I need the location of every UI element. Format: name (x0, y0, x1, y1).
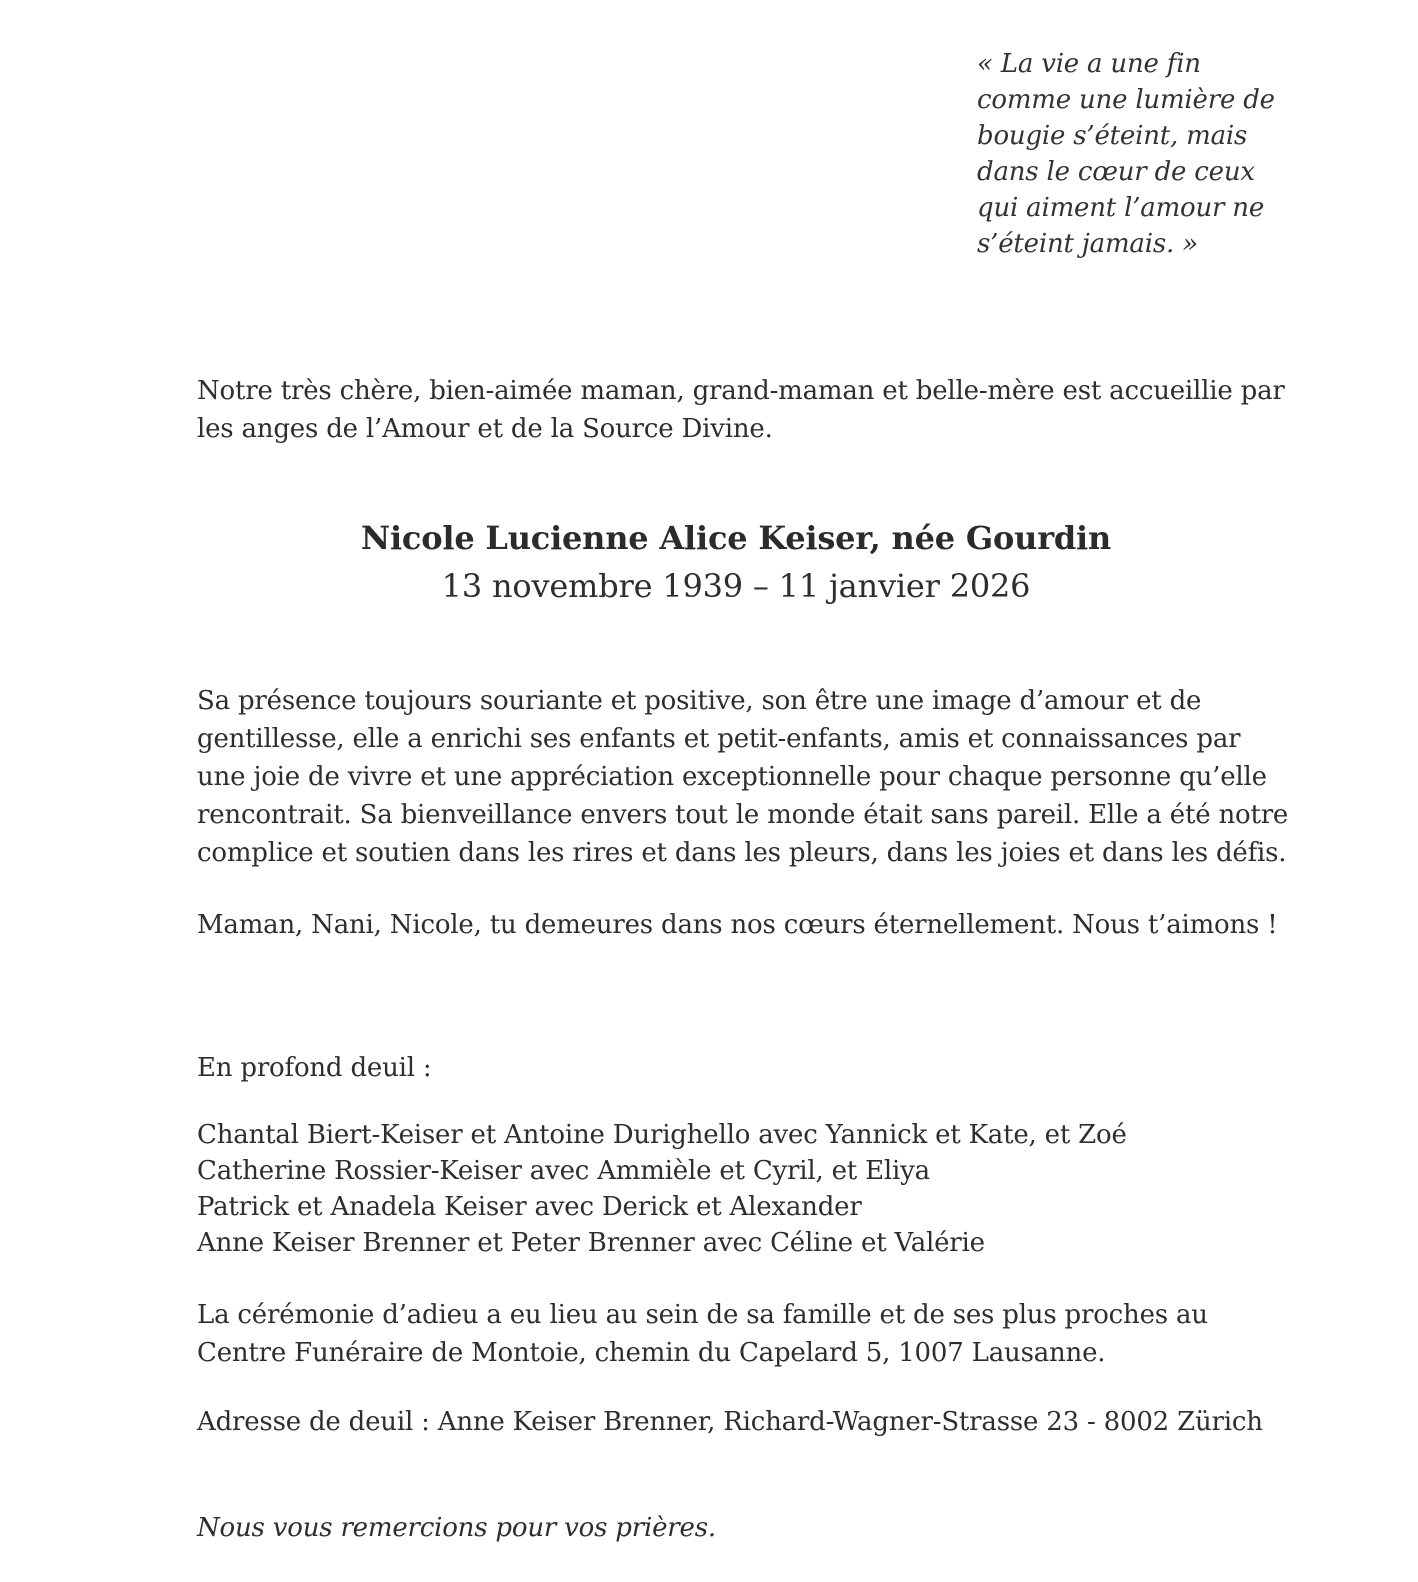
mourning-address: Adresse de deuil : Anne Keiser Brenner, Richard-Wagner-Strasse 23 - 8002 Zürich (197, 1407, 1263, 1437)
family-line: Patrick et Anadela Keiser avec Derick et Alexander (197, 1192, 862, 1222)
deceased-dates: 13 novembre 1939 – 11 janvier 2026 (441, 567, 1031, 605)
quote-line: bougie s’éteint, mais (977, 121, 1248, 151)
family-line: Chantal Biert-Keiser et Antoine Durighello avec Yannick et Kate, et Zoé (197, 1120, 1127, 1150)
mourning-label: En profond deuil : (197, 1053, 432, 1083)
tribute-line: Sa présence toujours souriante et positive, son être une image d’amour et de (197, 686, 1202, 716)
deceased-name: Nicole Lucienne Alice Keiser, née Gourdin (360, 519, 1112, 557)
quote-line: qui aiment l’amour ne (977, 193, 1265, 223)
family-list (197, 1117, 1287, 1261)
quote-line: « La vie a une fin (977, 49, 1201, 79)
ceremony-line: La cérémonie d’adieu a eu lieu au sein de sa famille et de ses plus proches au (197, 1300, 1208, 1330)
ceremony-line: Centre Funéraire de Montoie, chemin du Capelard 5, 1007 Lausanne. (197, 1338, 1106, 1368)
family-line: Anne Keiser Brenner et Peter Brenner avec Céline et Valérie (197, 1228, 985, 1258)
quote-line: dans le cœur de ceux (977, 157, 1255, 187)
epigraph-quote (977, 46, 1307, 262)
closing-note: Nous vous remercions pour vos prières. (197, 1513, 716, 1543)
intro-line: Notre très chère, bien-aimée maman, grand-maman et belle-mère est accueillie par (197, 376, 1285, 406)
deceased-header (197, 514, 1275, 610)
family-line: Catherine Rossier-Keiser avec Ammièle et Cyril, et Eliya (197, 1156, 930, 1186)
tribute-paragraph (197, 682, 1287, 872)
remembrance-line: Maman, Nani, Nicole, tu demeures dans nos cœurs éternellement. Nous t’aimons ! (197, 910, 1278, 940)
tribute-line: gentillesse, elle a enrichi ses enfants et petit-enfants, amis et connaissances par (197, 724, 1241, 754)
quote-line: comme une lumière de (977, 85, 1275, 115)
tribute-line: une joie de vivre et une appréciation exceptionnelle pour chaque personne qu’elle (197, 762, 1267, 792)
intro-paragraph (197, 372, 1287, 448)
tribute-line: complice et soutien dans les rires et dans les pleurs, dans les joies et dans les défis. (197, 838, 1287, 868)
remembrance-paragraph (197, 906, 1287, 944)
quote-line: s’éteint jamais. » (977, 229, 1198, 259)
intro-line: les anges de l’Amour et de la Source Divine. (197, 414, 773, 444)
tribute-line: rencontrait. Sa bienveillance envers tout le monde était sans pareil. Elle a été notre (197, 800, 1289, 830)
ceremony-paragraph (197, 1296, 1287, 1372)
